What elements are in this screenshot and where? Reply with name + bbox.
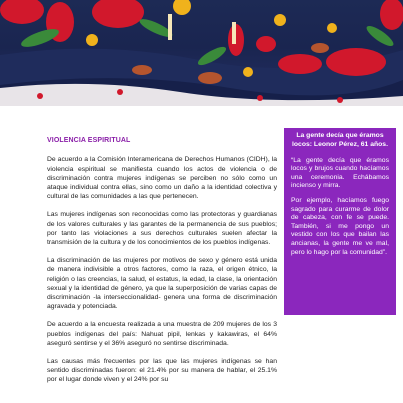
section-title: VIOLENCIA ESPIRITUAL	[47, 137, 131, 144]
article-paragraph-1: De acuerdo a la Comisión Interamericana de Derechos Humanos (CIDH), la violencia espiritual se manifiesta cuando los actos de violencia o de discriminación contra mujeres indígenas se perciben no sólo como un ataque individual contra ellas, sino como un daño a la identidad colectiva y cultural de las comunidades a las que pertenecen.	[47, 156, 277, 201]
altar-illustration	[0, 0, 403, 106]
article-body	[47, 136, 277, 393]
testimony-sidebar	[284, 128, 396, 315]
article-paragraph-5: Las causas más frecuentes por las que las mujeres indígenas se han sentido discriminadas fueron: el 21.4% por su manera de hablar, el 25.1% por el lugar donde viven y el 24% por su	[47, 357, 277, 384]
article-paragraph-4: De acuerdo a la encuesta realizada a una muestra de 209 mujeres de los 3 pueblos indígenas del país: Nahuat pipil, lenkas y kakawiras, el 64% aseguró sentirse y el 36% aseguró no sentirse discriminada.	[47, 321, 277, 347]
article-paragraph-3: La discriminación de las mujeres por motivos de sexo y género está unida de manera indivisible a otros factores, como la raza, el origen étnico, la religión o las creencias, la salud, el estatus, la edad, la clase, la orientación sexual y la identidad de género, ya que la superposición de varias capas de discriminación -la interseccionalidad- genera una forma de discriminación agravada y potenciada.	[47, 256, 277, 311]
header-photo	[0, 0, 403, 106]
sidebar-title: La gente decía que éramos locos: Leonor Pérez, 61 años.	[292, 132, 388, 148]
sidebar-quote-2: Por ejemplo, hacíamos fuego sagrado para curarme de dolor de cabeza, con fe se puede. También, si me pongo un vestido con los que bailan las ancianas, la gente me ve mal, pero lo hago por la comunidad”.	[291, 196, 389, 256]
article-paragraph-2: Las mujeres indígenas son reconocidas como las protectoras y guardianas de los valores culturales y las garantes de la permanencia de sus pueblos; por tanto las violaciones a sus derechos culturales suelen afectar la transmisión de la cultura y de los conocimientos de los pueblos indígenas.	[47, 211, 277, 247]
sidebar-quote-1: “La gente decía que éramos locos y brujos cuando hacíamos una ceremonia. Echábamos incienso y mirra.	[291, 156, 389, 190]
